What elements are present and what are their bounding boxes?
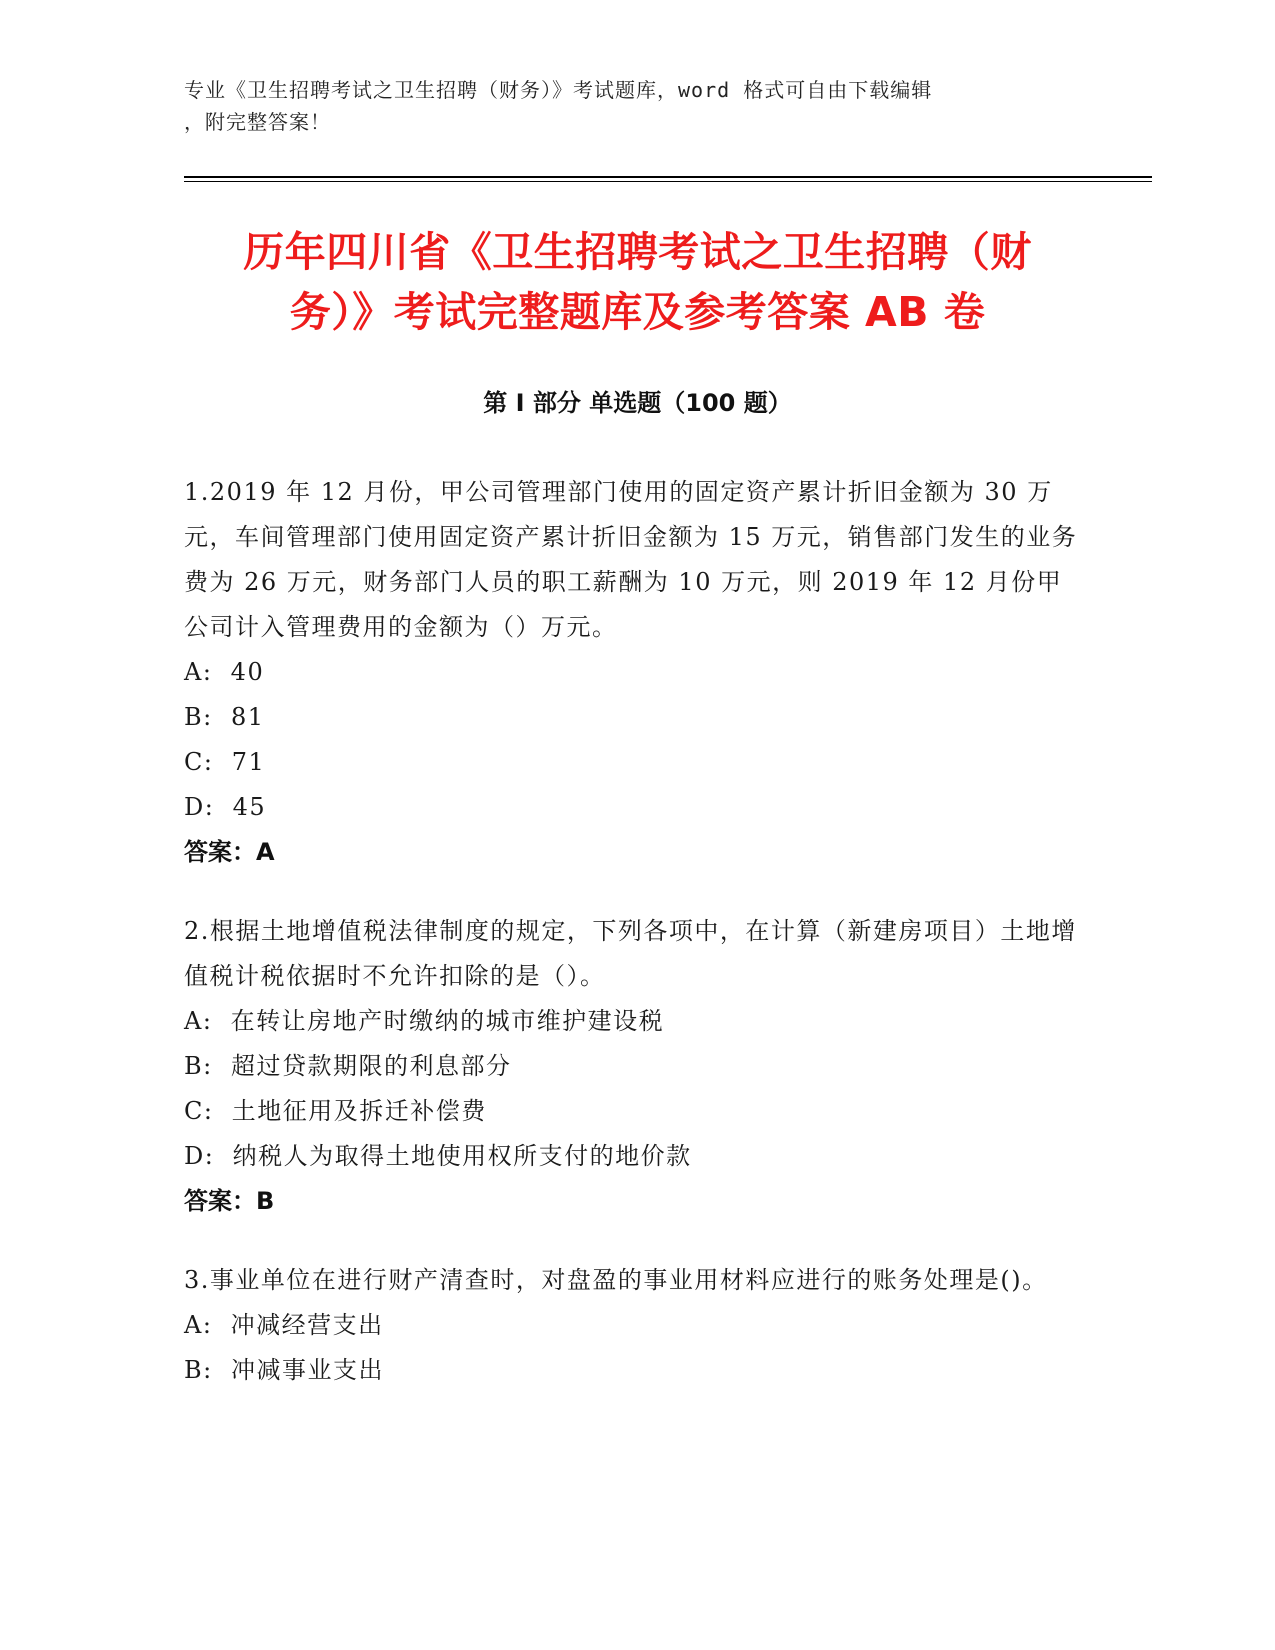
option-d: D: 45 xyxy=(184,793,267,821)
section-heading: 第 I 部分 单选题（100 题） xyxy=(483,389,792,417)
document-title-line-2: 务）》考试完整题库及参考答案 AB 卷 xyxy=(289,288,986,336)
question-stem: 2.根据土地增值税法律制度的规定，下列各项中，在计算（新建房项目）土地增值税计税依据时不允许扣除的是（）。 xyxy=(184,917,1077,990)
option-c: C: 71 xyxy=(184,748,266,776)
option-c: C: 土地征用及拆迁补偿费 xyxy=(184,1097,487,1125)
option-a: A: 在转让房地产时缴纳的城市维护建设税 xyxy=(184,1007,665,1035)
header-note xyxy=(184,74,1064,138)
option-a: A: 冲减经营支出 xyxy=(184,1311,384,1339)
question-1 xyxy=(184,470,1084,875)
answer-label: 答案：A xyxy=(184,838,275,866)
question-2 xyxy=(184,909,1084,1224)
header-note-line-1: 专业《卫生招聘考试之卫生招聘（财务）》考试题库，word 格式可自由下载编辑 xyxy=(184,78,933,102)
question-3 xyxy=(184,1258,1084,1393)
header-divider-thin xyxy=(184,181,1152,182)
option-b: B: 冲减事业支出 xyxy=(184,1356,384,1384)
question-stem: 3.事业单位在进行财产清查时，对盘盈的事业用材料应进行的账务处理是()。 xyxy=(184,1266,1048,1294)
document-title xyxy=(150,222,1125,342)
question-stem: 1.2019 年 12 月份，甲公司管理部门使用的固定资产累计折旧金额为 30 万元，车间管理部门使用固定资产累计折旧金额为 15 万元，销售部门发生的业务费为 26 万元，财务部门人员的职工薪酬为 10 万元，则 2019 年 12 月份甲公司计入管理费用的金额为（）万元。 xyxy=(184,478,1078,641)
header-divider-thick xyxy=(184,176,1152,178)
document-title-line-1: 历年四川省《卫生招聘考试之卫生招聘（财 xyxy=(243,228,1032,276)
option-b: B: 81 xyxy=(184,703,265,731)
option-a: A: 40 xyxy=(184,658,265,686)
answer-label: 答案：B xyxy=(184,1187,275,1215)
question-list xyxy=(184,470,1084,1393)
option-d: D: 纳税人为取得土地使用权所支付的地价款 xyxy=(184,1142,692,1170)
header-note-line-2: ，附完整答案！ xyxy=(184,110,331,134)
option-b: B: 超过贷款期限的利息部分 xyxy=(184,1052,512,1080)
